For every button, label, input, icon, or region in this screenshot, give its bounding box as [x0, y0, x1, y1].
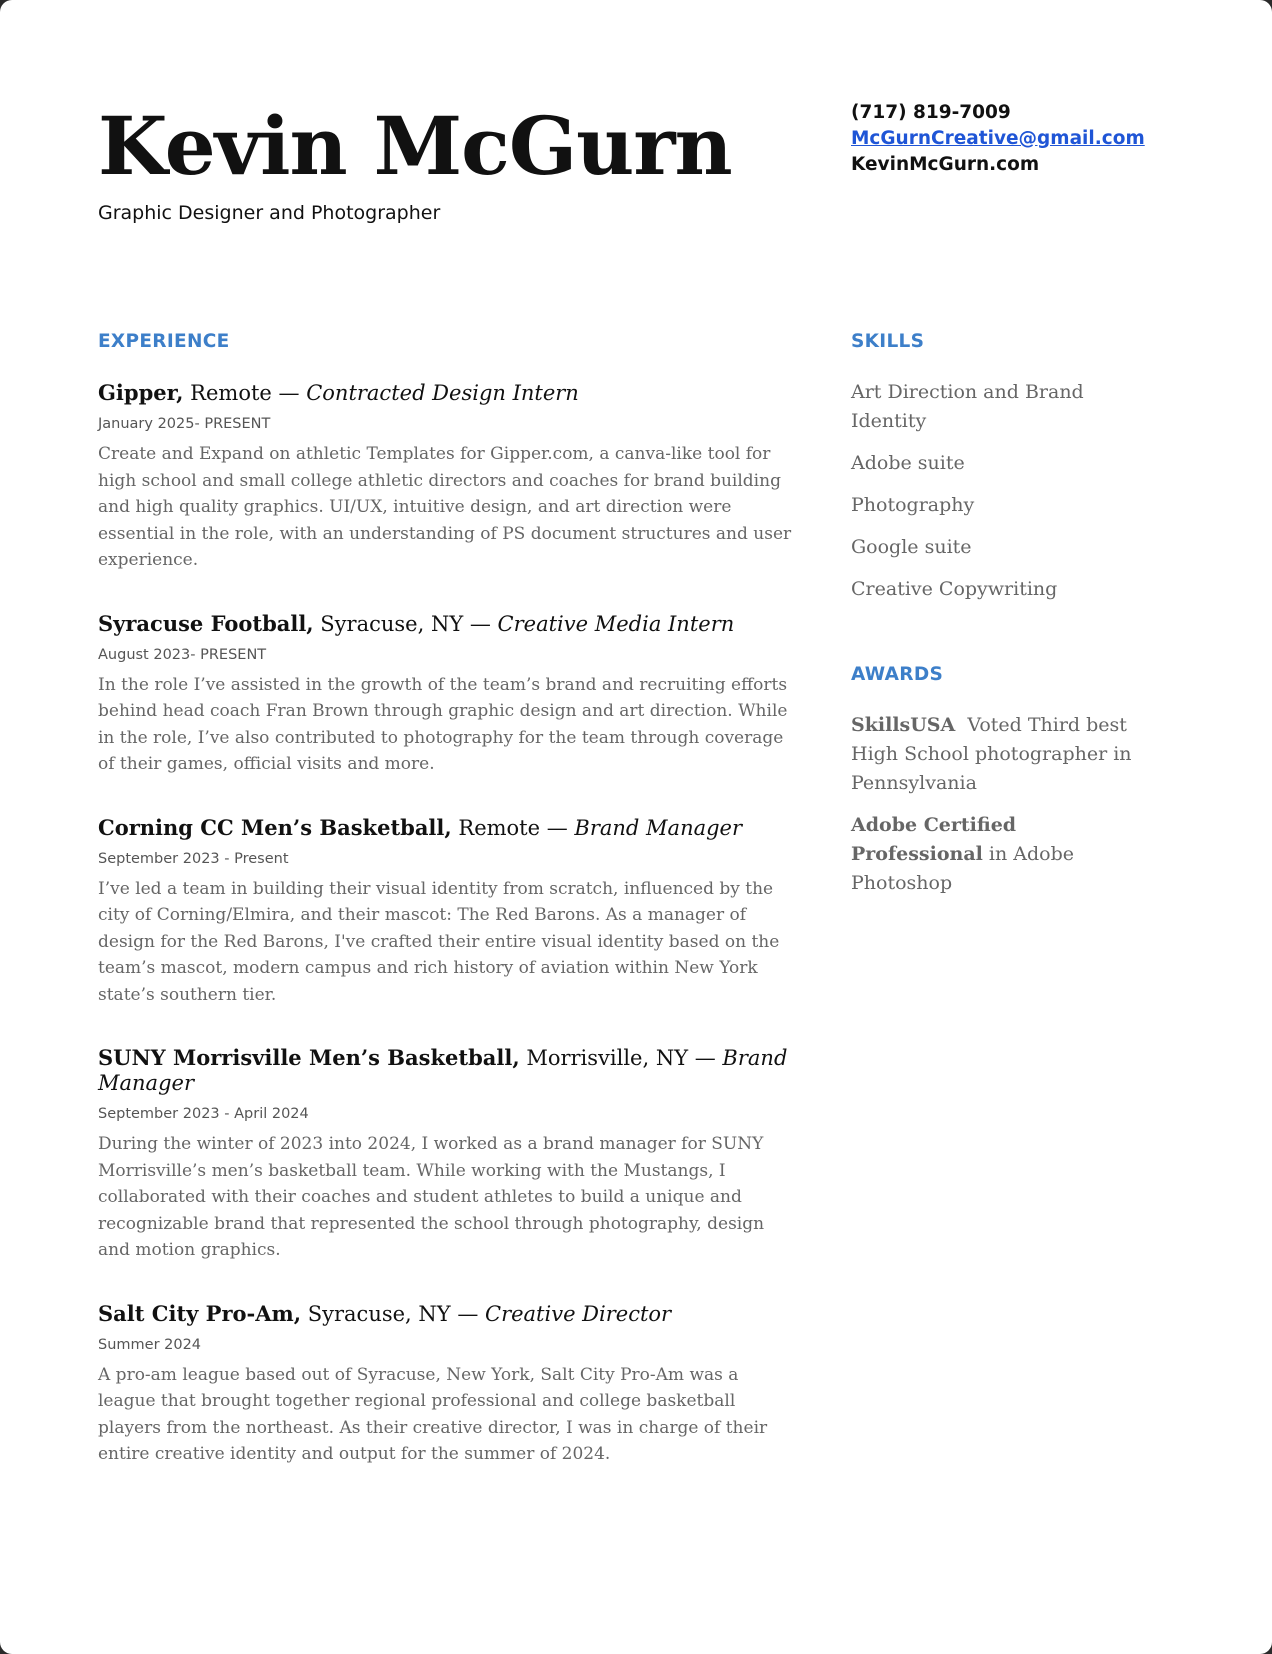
experience-heading: EXPERIENCE [98, 331, 230, 352]
job-date: September 2023 - Present [98, 850, 289, 867]
job-role: Brand Manager [98, 1046, 788, 1095]
skills-list [851, 378, 1151, 604]
email-link[interactable]: McGurnCreative@gmail.com [851, 128, 1145, 149]
job-description: In the role I’ve assisted in the growth of the team’s brand and recruiting efforts behind head coach Fran Brown through graphic design and art direction. While in the role, I’ve also contributed to photography for the team through coverage of their games, official visits and more. [98, 674, 788, 774]
job-org: Salt City Pro-Am, [98, 1300, 302, 1326]
award-text: in Adobe Photoshop [851, 843, 1074, 894]
skill-item: Creative Copywriting [851, 578, 1058, 600]
phone-number: (717) 819-7009 [851, 102, 1011, 123]
awards-heading: AWARDS [851, 664, 944, 685]
award-title: Adobe Certified Professional [851, 814, 1017, 865]
job-title [98, 1301, 798, 1327]
job-location: Morrisville, NY — [519, 1046, 723, 1070]
job-location: Remote — [183, 381, 307, 405]
contact-block [851, 100, 1145, 178]
job-entry [98, 611, 798, 778]
skill-item: Google suite [851, 536, 972, 558]
job-entry [98, 1045, 798, 1264]
skill-item: Photography [851, 494, 975, 516]
job-date: January 2025- PRESENT [98, 416, 271, 432]
candidate-tagline: Graphic Designer and Photographer [98, 202, 441, 224]
job-org: SUNY Morrisville Men’s Basketball, [98, 1045, 520, 1070]
award-title: SkillsUSA [851, 714, 956, 736]
award-text: Voted Third best High School photographer in Pennsylvania [851, 714, 1138, 794]
skill-item: Art Direction and Brand Identity [851, 381, 1084, 432]
job-location: Remote — [451, 815, 575, 840]
job-location: Syracuse, NY — [301, 1301, 485, 1326]
awards-list [851, 711, 1151, 898]
skills-heading: SKILLS [851, 331, 925, 352]
job-org: Gipper, [98, 380, 184, 405]
job-date: Summer 2024 [98, 1336, 202, 1353]
sidebar [851, 331, 1151, 911]
job-entry [98, 380, 798, 574]
job-role: Creative Media Intern [497, 611, 735, 636]
job-entry [98, 815, 798, 1009]
award-item [851, 811, 1151, 898]
job-title [98, 611, 798, 637]
website: KevinMcGurn.com [851, 154, 1040, 175]
experience-section [98, 331, 798, 1468]
job-org: Corning CC Men’s Basketball, [98, 814, 452, 840]
job-title [98, 1045, 798, 1096]
job-date: September 2023 - April 2024 [98, 1106, 309, 1122]
award-item [851, 711, 1151, 798]
job-date: August 2023- PRESENT [98, 646, 267, 663]
job-description: During the winter of 2023 into 2024, I worked as a brand manager for SUNY Morrisville’s men’s basketball team. While working with the Mustangs, I collaborated with their coaches and student athletes to build a unique and recognizable brand that represented the school through photography, design and motion graphics. [98, 1134, 765, 1260]
job-role: Contracted Design Intern [306, 381, 579, 405]
job-title [98, 815, 798, 841]
job-entry [98, 1301, 798, 1468]
skill-item: Adobe suite [851, 452, 965, 474]
job-description: A pro-am league based out of Syracuse, New York, Salt City Pro-Am was a league that brought together regional professional and college basketball players from the northeast. As their creative director, I was in charge of their entire creative identity and output for the summer of 2024. [98, 1364, 768, 1464]
job-description: Create and Expand on athletic Templates for Gipper.com, a canva-like tool for high school and small college athletic directors and coaches for brand building and high quality graphics. UI/UX, intuitive design, and art direction were essential in the role, with an understanding of PS document structures and user experience. [98, 444, 792, 570]
candidate-name: Kevin McGurn [98, 99, 732, 193]
job-description: I’ve led a team in building their visual identity from scratch, influenced by the city of Corning/Elmira, and their mascot: The Red Barons. As a manager of design for the Red Barons, I've crafted their entire visual identity based on the team’s mascot, modern campus and rich history of aviation within New York state’s southern tier. [98, 878, 780, 1005]
job-org: Syracuse Football, [98, 610, 314, 636]
job-role: Brand Manager [574, 815, 743, 840]
job-location: Syracuse, NY — [313, 611, 498, 636]
job-title [98, 380, 798, 406]
job-role: Creative Director [485, 1301, 672, 1326]
